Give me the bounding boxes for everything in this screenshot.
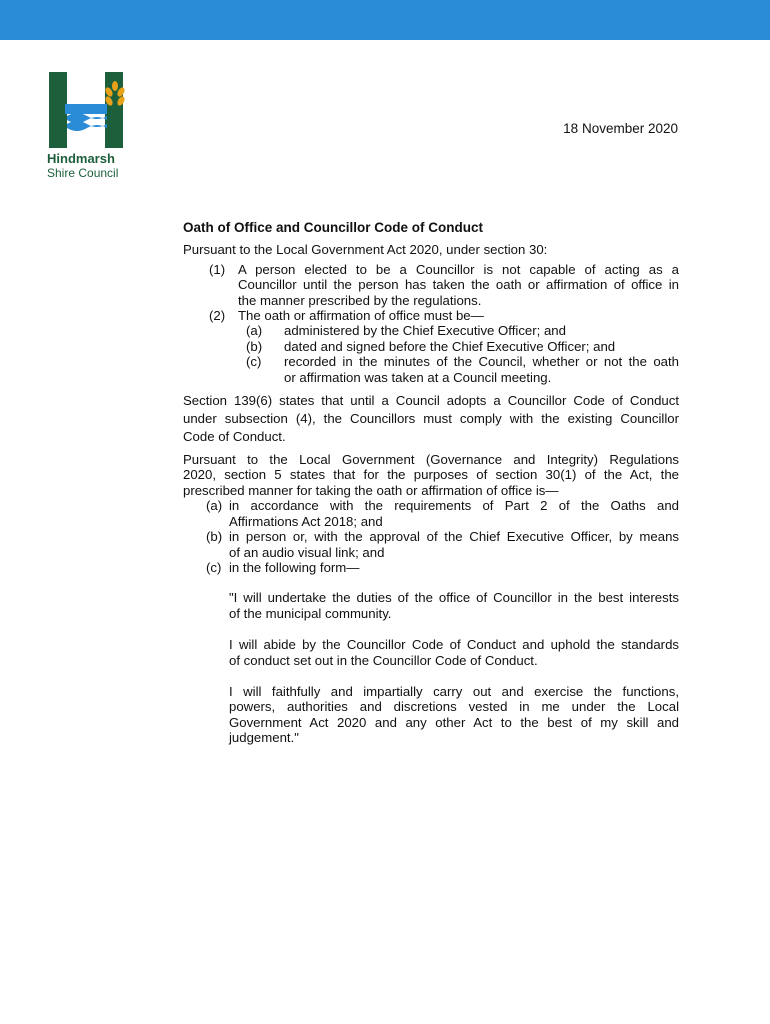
item-number: (b): [206, 529, 223, 545]
paragraph-line: prescribed manner for taking the oath or affirmation of office is—: [183, 482, 559, 498]
oath-paragraph-3: [183, 684, 679, 746]
paragraph-line: Pursuant to the Local Government (Governance and Integrity) Regulations: [183, 452, 679, 468]
oath-line: judgement.": [229, 730, 299, 746]
subitem-text: administered by the Chief Executive Officer; and: [284, 323, 566, 339]
subitem-text: dated and signed before the Chief Executive Officer; and: [284, 338, 616, 354]
council-logo-mark: [47, 72, 129, 148]
regulations-item-c: [183, 560, 679, 575]
regulations-item-b: [183, 529, 679, 560]
section30-item-2: [183, 308, 679, 323]
subitem-number: (c): [246, 354, 262, 370]
document-title: Oath of Office and Councillor Code of Conduct: [183, 220, 483, 235]
section30-subitem-c: [183, 354, 679, 385]
item-number: (1): [209, 261, 226, 277]
oath-line: of conduct set out in the Councillor Code of Conduct.: [229, 652, 538, 668]
item-text: the manner prescribed by the regulations.: [238, 292, 482, 308]
section30-subitem-b: [183, 339, 679, 354]
header-bar: [0, 0, 770, 40]
section30-item-1: [183, 262, 679, 308]
item-text: Councillor until the person has taken the oath or affirmation of office in: [238, 277, 679, 293]
item-text: A person elected to be a Councillor is not capable of acting as a: [238, 261, 679, 277]
section139-paragraph: [183, 392, 679, 446]
item-text: in the following form—: [229, 559, 360, 575]
item-text: in accordance with the requirements of Part 2 of the Oaths and: [229, 498, 679, 514]
logo-text-hindmarsh: Hindmarsh: [47, 151, 115, 166]
regulations-item-a: [183, 498, 679, 529]
subitem-number: (b): [246, 338, 263, 354]
council-logo: [47, 72, 147, 182]
document-body: [183, 220, 679, 746]
oath-paragraph-1: [183, 590, 679, 621]
item-text: in person or, with the approval of the Chief Executive Officer, by means: [229, 529, 679, 545]
oath-line: "I will undertake the duties of the office of Councillor in the best interests: [229, 590, 679, 606]
item-number: (a): [206, 498, 223, 514]
item-number: (2): [209, 308, 226, 324]
logo-text-shire-council: Shire Council: [47, 166, 119, 180]
oath-line: Government Act 2020 and any other Act to the best of my skill and: [229, 714, 679, 730]
item-text: Affirmations Act 2018; and: [229, 513, 383, 529]
oath-line: of the municipal community.: [229, 605, 392, 621]
item-text: The oath or affirmation of office must be—: [238, 308, 484, 324]
paragraph-line: Code of Conduct.: [183, 429, 286, 445]
subitem-text: or affirmation was taken at a Council meeting.: [284, 369, 552, 385]
letter-date: 18 November 2020: [563, 121, 678, 136]
oath-line: I will faithfully and impartially carry out and exercise the functions,: [229, 683, 679, 699]
oath-line: I will abide by the Councillor Code of Conduct and uphold the standards: [229, 637, 679, 653]
oath-line: powers, authorities and discretions vested in me under the Local: [229, 699, 679, 715]
item-number: (c): [206, 559, 222, 575]
subitem-text: recorded in the minutes of the Council, whether or not the oath: [284, 354, 679, 370]
item-text: of an audio visual link; and: [229, 544, 385, 560]
paragraph-line: under subsection (4), the Councillors must comply with the existing Councillor: [183, 411, 679, 427]
paragraph-line: 2020, section 5 states that for the purposes of section 30(1) of the Act, the: [183, 467, 679, 483]
section30-subitem-a: [183, 323, 679, 338]
oath-paragraph-2: [183, 637, 679, 668]
regulations-paragraph: [183, 452, 679, 498]
subitem-number: (a): [246, 323, 263, 339]
intro-paragraph: Pursuant to the Local Government Act 2020, under section 30:: [183, 242, 548, 258]
paragraph-line: Section 139(6) states that until a Council adopts a Councillor Code of Conduct: [183, 393, 679, 409]
